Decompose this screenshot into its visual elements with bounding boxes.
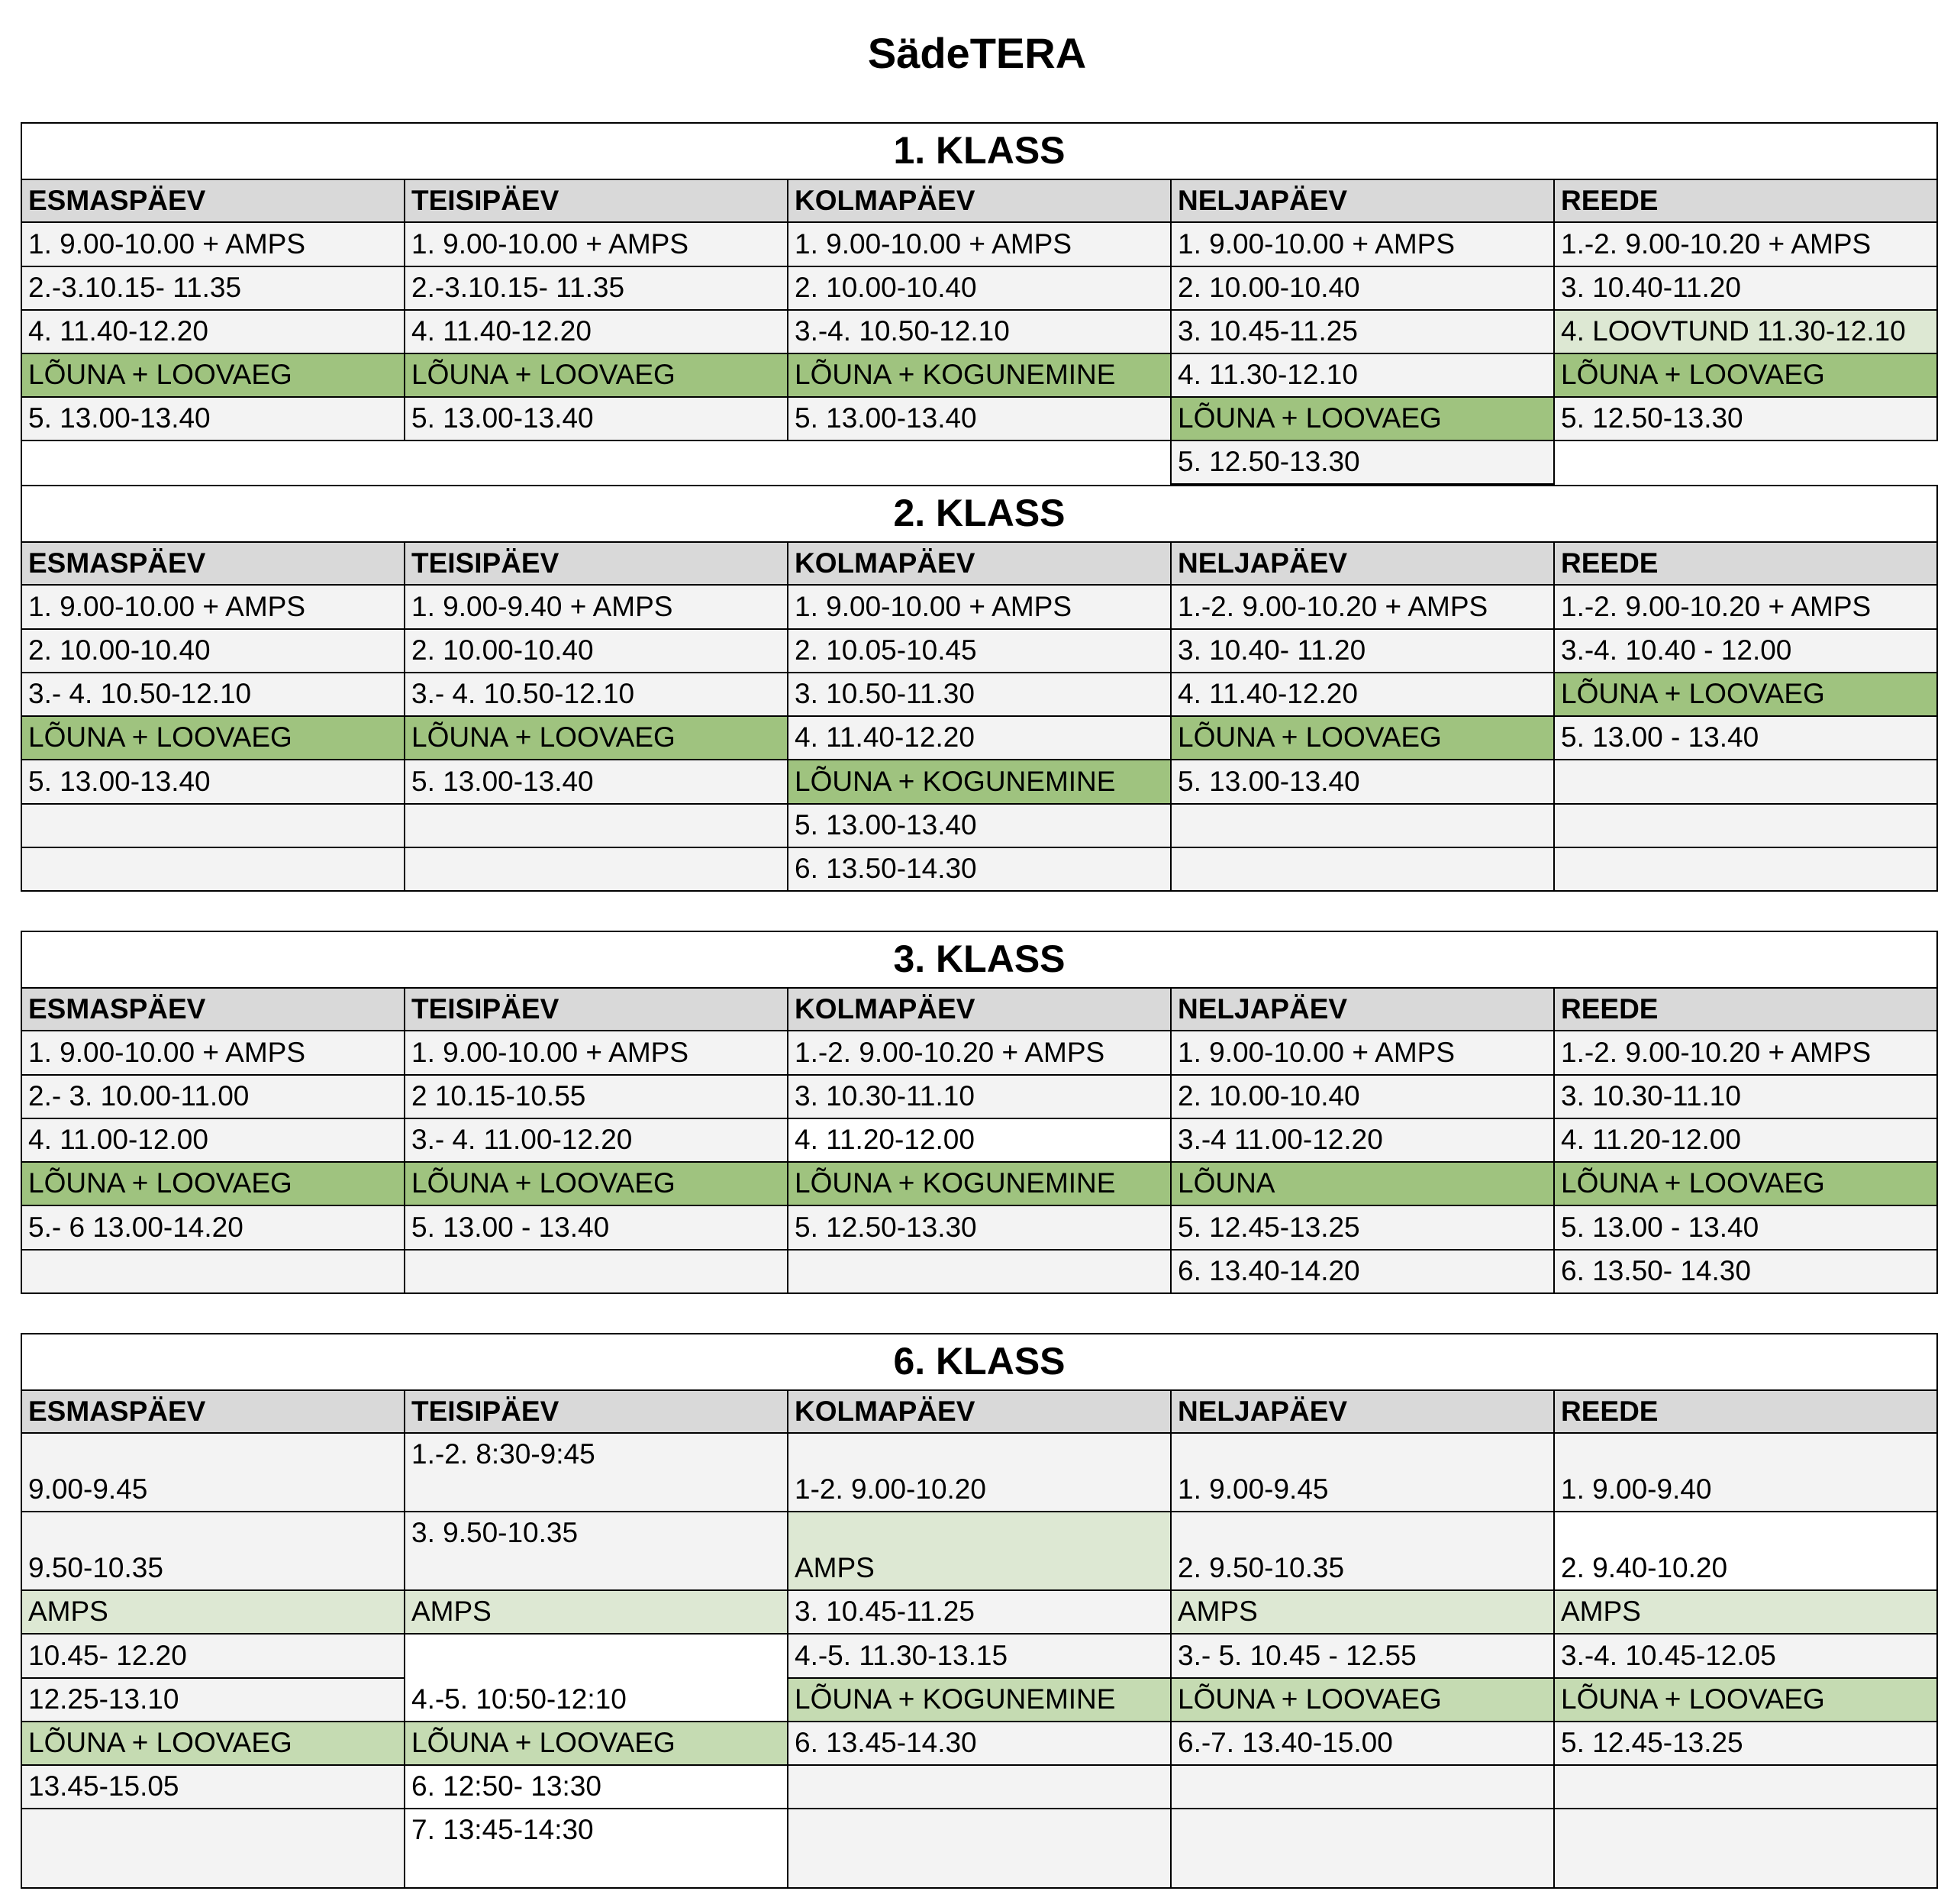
lesson-cell: 5. 13.00-13.40 [788,398,1172,441]
day-header-mon: ESMASPÄEV [22,543,405,586]
lesson-cell: 7. 13:45-14:30 [405,1809,788,1889]
lesson-cell: 5. 13.00-13.40 [22,760,405,805]
lesson-cell: 3. 10.30-11.10 [788,1076,1172,1119]
lesson-cell: 2 10.15-10.55 [405,1076,788,1119]
lesson-cell: 6.-7. 13.40-15.00 [1172,1722,1555,1766]
lesson-cell: 9.50-10.35 [22,1512,405,1591]
lesson-cell: 3. 10.45-11.25 [1172,311,1555,354]
lesson-cell: 1.-2. 9.00-10.20 + AMPS [1555,223,1938,267]
lunch-cell: LÕUNA + KOGUNEMINE [788,1163,1172,1206]
day-header-mon: ESMASPÄEV [22,989,405,1031]
empty-cell [22,1251,405,1294]
schedule-klass-2 [21,485,1938,892]
empty-cell [22,848,405,892]
empty-cell [22,805,405,848]
snack-cell: AMPS [1172,1591,1555,1635]
empty-space [1555,441,1938,485]
lesson-cell: 6. 13.45-14.30 [788,1722,1172,1766]
day-header-thu: NELJAPÄEV [1172,989,1555,1031]
day-header-tue: TEISIPÄEV [405,543,788,586]
lesson-cell: 6. 13.50-14.30 [788,848,1172,892]
empty-cell [788,1766,1172,1809]
lunch-cell: LÕUNA + KOGUNEMINE [788,354,1172,398]
empty-space [405,441,788,485]
lesson-cell: 5. 12.45-13.25 [1555,1722,1938,1766]
lunch-cell: LÕUNA + KOGUNEMINE [788,760,1172,805]
lesson-cell: 3. 10.50-11.30 [788,673,1172,717]
lesson-cell: 6. 13.40-14.20 [1172,1251,1555,1294]
lesson-cell: 4. 11.30-12.10 [1172,354,1555,398]
lunch-cell: LÕUNA + LOOVAEG [1172,1679,1555,1722]
lesson-cell: 5. 12.50-13.30 [788,1206,1172,1251]
lesson-cell: 3. 10.30-11.10 [1555,1076,1938,1119]
lesson-cell: 5. 13.00 - 13.40 [405,1206,788,1251]
lesson-cell: 3. 10.45-11.25 [788,1591,1172,1635]
empty-cell [405,1251,788,1294]
lesson-cell: 2. 10.00-10.40 [1172,267,1555,311]
lesson-cell: 1. 9.00-10.00 + AMPS [788,223,1172,267]
lunch-cell: LÕUNA + LOOVAEG [1172,717,1555,760]
lunch-cell: LÕUNA + LOOVAEG [22,1163,405,1206]
empty-cell [788,1251,1172,1294]
section-title-klass-3: 3. KLASS [22,932,1938,989]
day-header-fri: REEDE [1555,180,1938,223]
lesson-cell: 10.45- 12.20 [22,1635,405,1679]
lesson-cell: 3. 9.50-10.35 [405,1512,788,1591]
empty-space [22,441,405,485]
lesson-cell: 13.45-15.05 [22,1766,405,1809]
empty-cell [1172,1809,1555,1889]
lesson-cell: 2.-3.10.15- 11.35 [22,267,405,311]
day-header-fri: REEDE [1555,989,1938,1031]
empty-cell [1172,1766,1555,1809]
lesson-cell: 2. 10.00-10.40 [1172,1076,1555,1119]
lesson-cell: 1. 9.00-10.00 + AMPS [405,1031,788,1076]
lunch-cell: LÕUNA + LOOVAEG [405,717,788,760]
lesson-cell: 3.- 4. 10.50-12.10 [22,673,405,717]
empty-cell [788,1809,1172,1889]
lesson-cell: 3.-4. 10.50-12.10 [788,311,1172,354]
lesson-cell: 1. 9.00-10.00 + AMPS [22,1031,405,1076]
empty-cell [1172,848,1555,892]
day-header-fri: REEDE [1555,1391,1938,1434]
lesson-cell: 9.00-9.45 [22,1434,405,1512]
lesson-cell: 3. 10.40- 11.20 [1172,630,1555,673]
day-header-tue: TEISIPÄEV [405,1391,788,1434]
empty-cell [405,805,788,848]
lesson-cell: 6. 12:50- 13:30 [405,1766,788,1809]
lesson-cell: 1. 9.00-10.00 + AMPS [788,586,1172,630]
lesson-cell: 3.-4. 10.40 - 12.00 [1555,630,1938,673]
lesson-cell: 1. 9.00-10.00 + AMPS [1172,223,1555,267]
snack-cell: AMPS [405,1591,788,1635]
lesson-cell: 2.- 3. 10.00-11.00 [22,1076,405,1119]
lesson-cell: 12.25-13.10 [22,1679,405,1722]
lesson-cell: 5. 13.00 - 13.40 [1555,717,1938,760]
lesson-cell: 4. 11.40-12.20 [22,311,405,354]
lesson-cell: 4. 11.00-12.00 [22,1119,405,1163]
page-title: SädeTERA [867,29,1087,77]
lunch-cell: LÕUNA + LOOVAEG [22,717,405,760]
lesson-cell: 2. 9.40-10.20 [1555,1512,1938,1591]
lesson-cell: 1-2. 9.00-10.20 [788,1434,1172,1512]
lesson-cell: 2. 10.00-10.40 [788,267,1172,311]
lesson-cell: 1. 9.00-10.00 + AMPS [1172,1031,1555,1076]
lunch-cell: LÕUNA + LOOVAEG [1555,1163,1938,1206]
lesson-cell: 5. 13.00-13.40 [405,760,788,805]
day-header-thu: NELJAPÄEV [1172,543,1555,586]
section-title-klass-1: 1. KLASS [22,124,1938,180]
lesson-cell: 5. 13.00-13.40 [22,398,405,441]
empty-cell [405,848,788,892]
lesson-cell: 1. 9.00-9.40 + AMPS [405,586,788,630]
empty-cell [1555,848,1938,892]
day-header-tue: TEISIPÄEV [405,180,788,223]
lunch-cell: LÕUNA + LOOVAEG [405,1163,788,1206]
lunch-cell: LÕUNA + LOOVAEG [1555,673,1938,717]
lesson-cell: 1. 9.00-10.00 + AMPS [405,223,788,267]
lesson-cell: 1.-2. 9.00-10.20 + AMPS [1555,586,1938,630]
lesson-cell: 1.-2. 9.00-10.20 + AMPS [1555,1031,1938,1076]
day-header-tue: TEISIPÄEV [405,989,788,1031]
snack-cell: AMPS [22,1591,405,1635]
section-title-klass-2: 2. KLASS [22,486,1938,543]
lesson-cell: 1. 9.00-9.40 [1555,1434,1938,1512]
lunch-cell: LÕUNA + LOOVAEG [405,1722,788,1766]
lesson-cell: 3.- 5. 10.45 - 12.55 [1172,1635,1555,1679]
lesson-cell: 3.- 4. 11.00-12.20 [405,1119,788,1163]
lunch-cell: LÕUNA + LOOVAEG [1555,1679,1938,1722]
lesson-cell: 2.-3.10.15- 11.35 [405,267,788,311]
lunch-cell: LÕUNA + KOGUNEMINE [788,1679,1172,1722]
lesson-cell: 2. 10.00-10.40 [22,630,405,673]
empty-cell [22,1809,405,1889]
lesson-cell: 3.- 4. 10.50-12.10 [405,673,788,717]
day-header-mon: ESMASPÄEV [22,180,405,223]
lesson-cell: 5. 13.00 - 13.40 [1555,1206,1938,1251]
lesson-cell: 3.-4. 10.45-12.05 [1555,1635,1938,1679]
lunch-cell: LÕUNA [1172,1163,1555,1206]
lesson-cell: 2. 10.05-10.45 [788,630,1172,673]
lesson-cell: 3. 10.40-11.20 [1555,267,1938,311]
lesson-cell: 4. 11.20-12.00 [788,1119,1172,1163]
lesson-cell: 4. 11.40-12.20 [788,717,1172,760]
lesson-cell: 2. 10.00-10.40 [405,630,788,673]
lesson-cell: 5. 13.00-13.40 [1172,760,1555,805]
snack-cell: AMPS [1555,1591,1938,1635]
lesson-cell: 5. 13.00-13.40 [788,805,1172,848]
day-header-thu: NELJAPÄEV [1172,180,1555,223]
empty-cell [1172,805,1555,848]
day-header-wed: KOLMAPÄEV [788,989,1172,1031]
lesson-cell: 4.-5. 11.30-13.15 [788,1635,1172,1679]
lunch-cell: LÕUNA + LOOVAEG [22,354,405,398]
lesson-cell: 5. 12.50-13.30 [1555,398,1938,441]
snack-cell: AMPS [788,1512,1172,1591]
lesson-cell: 4. 11.20-12.00 [1555,1119,1938,1163]
lesson-cell: 1. 9.00-9.45 [1172,1434,1555,1512]
lesson-cell: 1.-2. 9.00-10.20 + AMPS [1172,586,1555,630]
day-header-thu: NELJAPÄEV [1172,1391,1555,1434]
day-header-fri: REEDE [1555,543,1938,586]
empty-cell [1555,760,1938,805]
day-header-wed: KOLMAPÄEV [788,180,1172,223]
lesson-cell: 4. 11.40-12.20 [405,311,788,354]
lesson-cell: 3.-4 11.00-12.20 [1172,1119,1555,1163]
empty-cell [1555,1809,1938,1889]
empty-cell [1555,1766,1938,1809]
lesson-cell: 1. 9.00-10.00 + AMPS [22,223,405,267]
lesson-cell: 4. LOOVTUND 11.30-12.10 [1555,311,1938,354]
lesson-cell: 5. 12.50-13.30 [1172,441,1555,485]
lesson-cell: 1. 9.00-10.00 + AMPS [22,586,405,630]
lunch-cell: LÕUNA + LOOVAEG [1172,398,1555,441]
empty-cell [1555,805,1938,848]
schedule-klass-6 [21,1333,1938,1889]
day-header-wed: KOLMAPÄEV [788,1391,1172,1434]
schedule-klass-3 [21,931,1938,1294]
schedule-klass-1 [21,122,1938,485]
lesson-cell: 4.-5. 10:50-12:10 [405,1635,788,1722]
day-header-mon: ESMASPÄEV [22,1391,405,1434]
lesson-cell: 5. 13.00-13.40 [405,398,788,441]
lesson-cell: 2. 9.50-10.35 [1172,1512,1555,1591]
lunch-cell: LÕUNA + LOOVAEG [22,1722,405,1766]
lesson-cell: 5.- 6 13.00-14.20 [22,1206,405,1251]
lesson-cell: 5. 12.45-13.25 [1172,1206,1555,1251]
lesson-cell: 6. 13.50- 14.30 [1555,1251,1938,1294]
section-title-klass-6: 6. KLASS [22,1334,1938,1391]
day-header-wed: KOLMAPÄEV [788,543,1172,586]
lunch-cell: LÕUNA + LOOVAEG [1555,354,1938,398]
lesson-cell: 1.-2. 9.00-10.20 + AMPS [788,1031,1172,1076]
empty-space [788,441,1172,485]
lesson-cell: 1.-2. 8:30-9:45 [405,1434,788,1512]
lesson-cell: 4. 11.40-12.20 [1172,673,1555,717]
lunch-cell: LÕUNA + LOOVAEG [405,354,788,398]
